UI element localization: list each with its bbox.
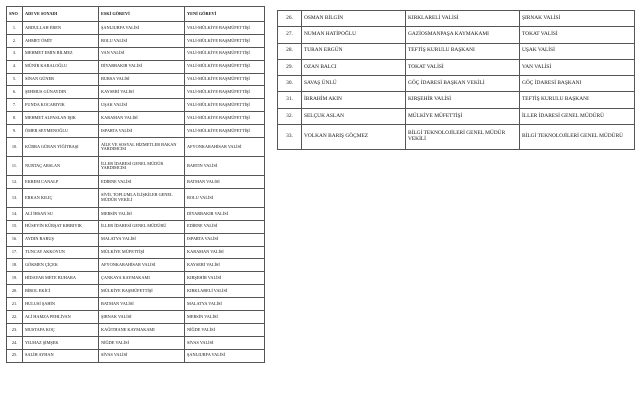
cell-new-position: SİVAS VALİSİ [185,336,265,349]
cell-new-position: VALİ-MÜLKİYE BAŞMÜFETTİŞİ [185,73,265,86]
cell-new-position: MERSİN VALİSİ [185,311,265,324]
cell-new-position: ISPARTA VALİSİ [185,233,265,246]
cell-sno: 5. [7,73,23,86]
cell-name: NUMAN HATİPOĞLU [302,27,406,43]
cell-name: FUNDA KOCABIYIK [23,99,99,112]
cell-old-position: İLLER İDARESİ GENEL MÜDÜRÜ [99,220,185,233]
cell-sno: 22. [7,311,23,324]
cell-sno: 17. [7,246,23,259]
cell-name: ÖMER SEYMENOĞLU [23,125,99,138]
cell-old-position: SİVİL TOPLUMLA İLİŞKİLER GENEL MÜDÜR VEKİLİ [99,188,185,207]
cell-new-position: VALİ-MÜLKİYE BAŞMÜFETTİŞİ [185,125,265,138]
table-row [7,60,265,73]
cell-new-position: VALİ-MÜLKİYE BAŞMÜFETTİŞİ [185,60,265,73]
cell-name: HÜSEYİN KÜRŞAT KIRBIYIK [23,220,99,233]
cell-name: MEHMET EMİN BİLMEZ [23,47,99,60]
cell-name: TURAN ERGÜN [302,43,406,59]
left-appointments-table [6,6,265,363]
table-row [7,138,265,157]
cell-name: MÜNİR KARALOĞLU [23,60,99,73]
cell-sno: 18. [7,259,23,272]
cell-name: SELÇUK ASLAN [302,108,406,124]
cell-new-position: KAYSERİ VALİSİ [185,259,265,272]
table-row [7,285,265,298]
table-row [7,207,265,220]
cell-old-position: AİLE VE SOSYAL HİZMETLER BAKAN YARDIMCISI [99,138,185,157]
cell-sno: 4. [7,60,23,73]
cell-old-position: DİYARBAKIR VALİSİ [99,60,185,73]
table-row [278,27,635,43]
table-row [7,112,265,125]
cell-new-position: UŞAK VALİSİ [520,43,635,59]
cell-new-position: TOKAT VALİSİ [520,27,635,43]
cell-name: SİNAN GÜNER [23,73,99,86]
cell-new-position: EDİRNE VALİSİ [185,220,265,233]
cell-name: MEHMET ALPASLAN IŞIK [23,112,99,125]
cell-new-position: VALİ-MÜLKİYE BAŞMÜFETTİŞİ [185,86,265,99]
cell-new-position: ŞIRNAK VALİSİ [520,11,635,27]
table-row [7,298,265,311]
cell-name: GÖKMEN ÇİÇEK [23,259,99,272]
cell-name: KÜBRA GÜRAN YİĞİTBAŞI [23,138,99,157]
table-row [7,349,265,362]
table-row [7,311,265,324]
cell-old-position: GÖÇ İDARESİ BAŞKAN VEKİLİ [406,76,520,92]
cell-new-position: VALİ-MÜLKİYE BAŞMÜFETTİŞİ [185,99,265,112]
cell-sno: 30. [278,76,302,92]
cell-sno: 32. [278,108,302,124]
cell-name: ALİ İHSAN SU [23,207,99,220]
cell-new-position: TEFTİŞ KURULU BAŞKANI [520,92,635,108]
cell-sno: 26. [278,11,302,27]
cell-name: BİROL EKİCİ [23,285,99,298]
cell-sno: 15. [7,220,23,233]
table-row [278,125,635,150]
cell-name: TUNCAY AKKOYUN [23,246,99,259]
cell-sno: 16. [7,233,23,246]
cell-name: ALİ HAMZA PEHLİVAN [23,311,99,324]
table-row [7,220,265,233]
table-row [7,188,265,207]
cell-name: AHMET ÖMİT [23,34,99,47]
cell-old-position: MÜLKİYE MÜFETTİŞİ [406,108,520,124]
cell-sno: 3. [7,47,23,60]
cell-new-position: VALİ-MÜLKİYE BAŞMÜFETTİŞİ [185,22,265,35]
cell-sno: 8. [7,112,23,125]
table-row [278,92,635,108]
cell-name: AYDIN BARUŞ [23,233,99,246]
cell-sno: 13. [7,188,23,207]
cell-old-position: BATMAN VALİSİ [99,298,185,311]
cell-sno: 27. [278,27,302,43]
cell-new-position: KIRŞEHİR VALİSİ [185,272,265,285]
table-row [7,233,265,246]
cell-old-position: MÜLKİYE BAŞMÜFETTİŞİ [99,285,185,298]
table-row [7,176,265,189]
cell-new-position: DİYARBAKIR VALİSİ [185,207,265,220]
cell-sno: 21. [7,298,23,311]
cell-new-position: VALİ-MÜLKİYE BAŞMÜFETTİŞİ [185,112,265,125]
table-row [7,323,265,336]
cell-name: İBRAHİM AKIN [302,92,406,108]
cell-old-position: BİLGİ TEKNOLOJİLERİ GENEL MÜDÜR VEKİLİ [406,125,520,150]
table-row [7,86,265,99]
cell-sno: 11. [7,157,23,176]
table-row [7,22,265,35]
cell-new-position: BATMAN VALİSİ [185,176,265,189]
table-row [7,246,265,259]
cell-old-position: ÇANKAYA KAYMAKAMI [99,272,185,285]
cell-old-position: ŞANLIURFA VALİSİ [99,22,185,35]
cell-old-position: BURSA VALİSİ [99,73,185,86]
cell-sno: 2. [7,34,23,47]
table-row [7,272,265,285]
cell-sno: 31. [278,92,302,108]
header-new-position: YENİ GÖREVİ [185,7,265,22]
cell-name: EKREM CANALP [23,176,99,189]
table-row [278,76,635,92]
cell-new-position: MALATYA VALİSİ [185,298,265,311]
cell-old-position: VAN VALİSİ [99,47,185,60]
cell-old-position: UŞAK VALİSİ [99,99,185,112]
cell-sno: 6. [7,86,23,99]
cell-name: ABDULLAH EREN [23,22,99,35]
cell-old-position: MALATYA VALİSİ [99,233,185,246]
cell-old-position: TEFTİŞ KURULU BAŞKANI [406,43,520,59]
cell-sno: 20. [7,285,23,298]
cell-old-position: GAZİOSMANPAŞA KAYMAKAMI [406,27,520,43]
table-row [278,108,635,124]
cell-name: OZAN BALCI [302,59,406,75]
cell-name: NURTAÇ ARSLAN [23,157,99,176]
cell-name: VOLKAN BARIŞ GÖÇMEZ [302,125,406,150]
cell-new-position: KARAMAN VALİSİ [185,246,265,259]
cell-name: YILMAZ ŞİMŞEK [23,336,99,349]
cell-old-position: AFYONKARAHİSAR VALİSİ [99,259,185,272]
table-row [7,73,265,86]
cell-new-position: BOLU VALİSİ [185,188,265,207]
cell-name: SAVAŞ ÜNLÜ [302,76,406,92]
table-row [278,59,635,75]
cell-old-position: ISPARTA VALİSİ [99,125,185,138]
cell-new-position: AFYONKARAHİSAR VALİSİ [185,138,265,157]
cell-new-position: VALİ-MÜLKİYE BAŞMÜFETTİŞİ [185,34,265,47]
cell-old-position: TOKAT VALİSİ [406,59,520,75]
table-row [7,99,265,112]
cell-sno: 28. [278,43,302,59]
cell-new-position: KIRKLARELİ VALİSİ [185,285,265,298]
cell-old-position: KARAMAN VALİSİ [99,112,185,125]
cell-sno: 12. [7,176,23,189]
cell-name: SALİH AYHAN [23,349,99,362]
cell-old-position: EDİRNE VALİSİ [99,176,185,189]
cell-new-position: VALİ-MÜLKİYE BAŞMÜFETTİŞİ [185,47,265,60]
cell-old-position: NİĞDE VALİSİ [99,336,185,349]
cell-sno: 23. [7,323,23,336]
cell-name: MUSTAFA KOÇ [23,323,99,336]
cell-old-position: KIRŞEHİR VALİSİ [406,92,520,108]
cell-old-position: KIRKLARELİ VALİSİ [406,11,520,27]
cell-sno: 7. [7,99,23,112]
cell-name: HİDAYAR METE BUHARA [23,272,99,285]
table-row [7,34,265,47]
cell-sno: 33. [278,125,302,150]
header-old-position: ESKİ GÖREVİ [99,7,185,22]
cell-new-position: İLLER İDARESİ GENEL MÜDÜRÜ [520,108,635,124]
cell-sno: 29. [278,59,302,75]
cell-old-position: KAYSERİ VALİSİ [99,86,185,99]
cell-sno: 9. [7,125,23,138]
cell-old-position: MERSİN VALİSİ [99,207,185,220]
right-table-body [278,11,635,150]
table-row [278,43,635,59]
cell-name: ŞEHMUS GÜNAYDIN [23,86,99,99]
cell-sno: 10. [7,138,23,157]
cell-new-position: ŞANLIURFA VALİSİ [185,349,265,362]
left-table-header-row [7,7,265,22]
table-row [278,11,635,27]
cell-new-position: BARTIN VALİSİ [185,157,265,176]
cell-name: ERKAN KILIÇ [23,188,99,207]
cell-name: OSMAN BİLGİN [302,11,406,27]
header-name: ADI VE SOYADI [23,7,99,22]
left-table-body [7,22,265,363]
cell-old-position: BOLU VALİSİ [99,34,185,47]
cell-new-position: GÖÇ İDARESİ BAŞKANI [520,76,635,92]
cell-sno: 14. [7,207,23,220]
cell-sno: 1. [7,22,23,35]
cell-sno: 19. [7,272,23,285]
cell-old-position: KAĞITHANE KAYMAKAMI [99,323,185,336]
table-row [7,259,265,272]
table-row [7,125,265,138]
cell-sno: 25. [7,349,23,362]
cell-new-position: BİLGİ TEKNOLOJİLERİ GENEL MÜDÜRÜ [520,125,635,150]
cell-old-position: ŞIRNAK VALİSİ [99,311,185,324]
cell-name: HULUSİ ŞAHİN [23,298,99,311]
header-sno: SNO [7,7,23,22]
cell-sno: 24. [7,336,23,349]
cell-new-position: NİĞDE VALİSİ [185,323,265,336]
cell-old-position: İLLER İDARESİ GENEL MÜDÜR YARDIMCISI [99,157,185,176]
cell-old-position: SİVAS VALİSİ [99,349,185,362]
cell-new-position: VAN VALİSİ [520,59,635,75]
table-row [7,336,265,349]
cell-old-position: MÜLKİYE MÜFETTİŞİ [99,246,185,259]
right-appointments-table [277,10,635,150]
table-row [7,157,265,176]
table-row [7,47,265,60]
